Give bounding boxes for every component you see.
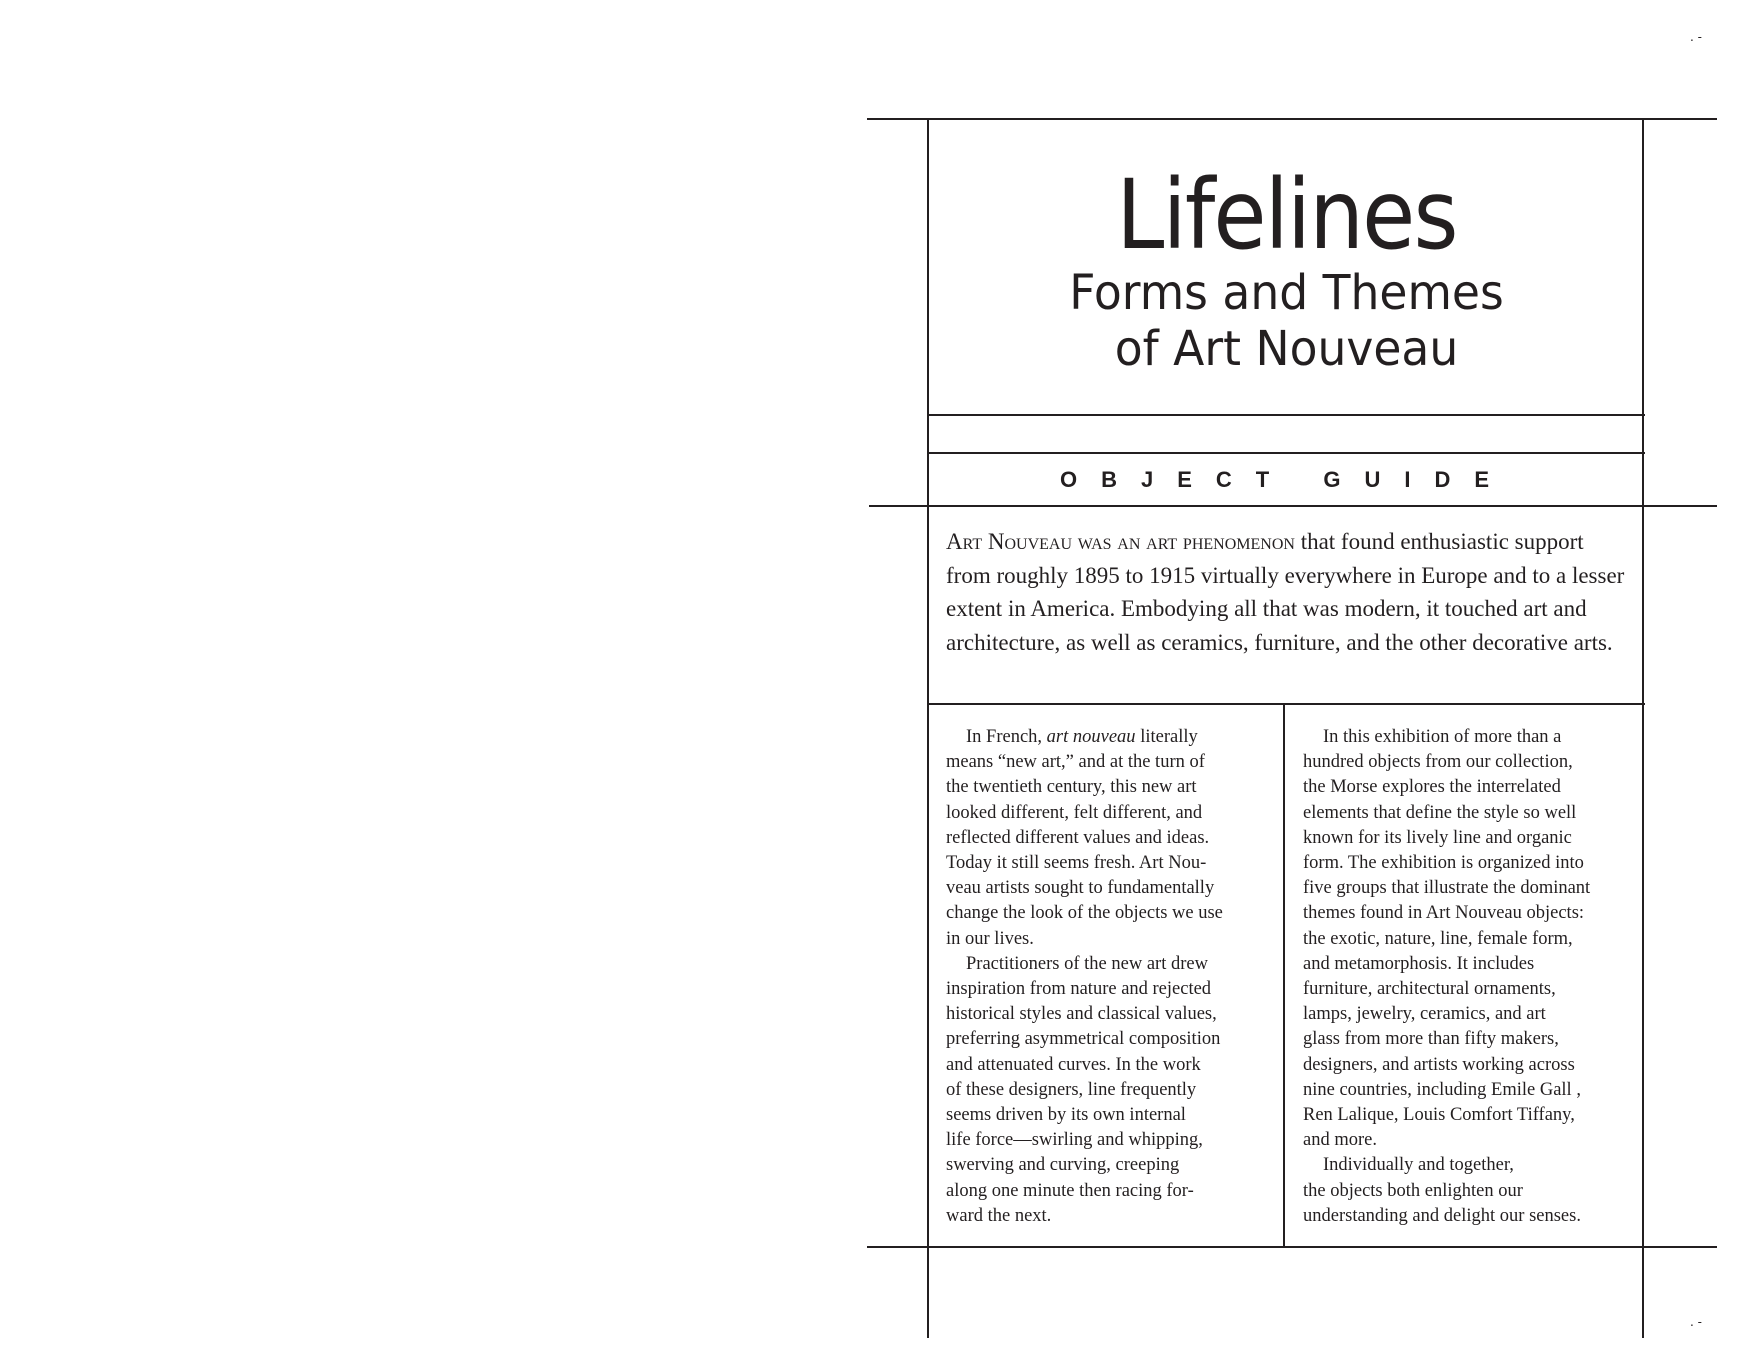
left-line: In French, art nouveau literally xyxy=(966,727,1198,747)
right-line: lamps, jewelry, ceramics, and art xyxy=(1303,1004,1546,1025)
right-column xyxy=(1303,725,1633,1229)
label-top-rule xyxy=(928,452,1645,454)
right-line: furniture, architectural ornaments, xyxy=(1303,979,1556,1000)
right-line: and metamorphosis. It includes xyxy=(1303,953,1535,974)
page-title: Lifelines xyxy=(1116,159,1457,271)
right-line: hundred objects from our collection, xyxy=(1303,752,1573,773)
label-bottom-rule xyxy=(869,505,1717,507)
left-line: Practitioners of the new art drew xyxy=(966,953,1208,974)
left-line: looked different, felt different, and xyxy=(946,802,1203,823)
left-line: historical styles and classical values, xyxy=(946,1004,1217,1025)
right-line: designers, and artists working across xyxy=(1303,1054,1575,1075)
intro-body: that found enthusiastic support from roughly 1895 to 1915 virtually everywhere in Europe and to a lesser extent in America. Embodying all that was modern, it touched art and architecture, as well as ceramics, furniture, and the other decorative arts. xyxy=(946,529,1625,655)
left-line: swerving and curving, creeping xyxy=(946,1155,1180,1176)
right-line: elements that define the style so well xyxy=(1303,802,1577,823)
left-line: ward the next. xyxy=(946,1205,1052,1226)
left-line: in our lives. xyxy=(946,928,1034,949)
crop-mark-top: . ‑ xyxy=(1690,30,1702,44)
right-line: form. The exhibition is organized into xyxy=(1303,853,1584,874)
intro-lead-in: Art Nouveau was an art phenomenon xyxy=(946,529,1295,554)
right-line: Individually and together, xyxy=(1323,1155,1514,1176)
italic-term: art nouveau xyxy=(1046,727,1136,747)
object-guide-label xyxy=(930,455,1643,505)
left-line: change the look of the objects we use xyxy=(946,903,1223,924)
left-line: life force—swirling and whipping, xyxy=(946,1130,1203,1151)
left-line: inspiration from nature and rejected xyxy=(946,979,1212,1000)
right-line: five groups that illustrate the dominant xyxy=(1303,878,1591,899)
right-line: In this exhibition of more than a xyxy=(1323,727,1562,747)
left-line: means “new art,” and at the turn of xyxy=(946,752,1205,773)
right-line: glass from more than fifty makers, xyxy=(1303,1029,1559,1050)
right-line: nine countries, including Emile Gall , xyxy=(1303,1079,1581,1100)
left-line: of these designers, line frequently xyxy=(946,1079,1197,1100)
title-block xyxy=(930,159,1643,377)
left-line: the twentieth century, this new art xyxy=(946,777,1197,798)
left-line: along one minute then racing for- xyxy=(946,1180,1194,1201)
right-line: known for its lively line and organic xyxy=(1303,827,1572,848)
bottom-rule xyxy=(867,1246,1717,1248)
right-line: and more. xyxy=(1303,1130,1377,1151)
intro-paragraph xyxy=(946,525,1632,659)
intro-bottom-rule xyxy=(928,703,1645,705)
left-column xyxy=(946,725,1286,1229)
right-line: the Morse explores the interrelated xyxy=(1303,777,1561,798)
left-line: seems driven by its own internal xyxy=(946,1105,1186,1126)
left-frame-rule xyxy=(927,118,929,1338)
crop-mark-bottom: . ‑ xyxy=(1690,1315,1702,1329)
top-rule xyxy=(867,118,1717,120)
left-line: veau artists sought to fundamentally xyxy=(946,878,1215,899)
subtitle-line-2: of Art Nouveau xyxy=(1114,321,1459,377)
right-line: the exotic, nature, line, female form, xyxy=(1303,928,1573,949)
object-guide-text: OBJECT GUIDE xyxy=(1059,467,1514,492)
left-line: and attenuated curves. In the work xyxy=(946,1054,1201,1075)
right-line: Ren Lalique, Louis Comfort Tiffany, xyxy=(1303,1105,1575,1126)
left-line: Today it still seems fresh. Art Nou- xyxy=(946,853,1207,874)
right-line: themes found in Art Nouveau objects: xyxy=(1303,903,1585,924)
subtitle-line-1: Forms and Themes xyxy=(1069,265,1504,321)
title-bottom-rule xyxy=(928,414,1645,416)
left-line: reflected different values and ideas. xyxy=(946,827,1210,848)
right-line: the objects both enlighten our xyxy=(1303,1180,1523,1201)
left-line: preferring asymmetrical composition xyxy=(946,1029,1221,1050)
right-line: understanding and delight our senses. xyxy=(1303,1205,1581,1226)
